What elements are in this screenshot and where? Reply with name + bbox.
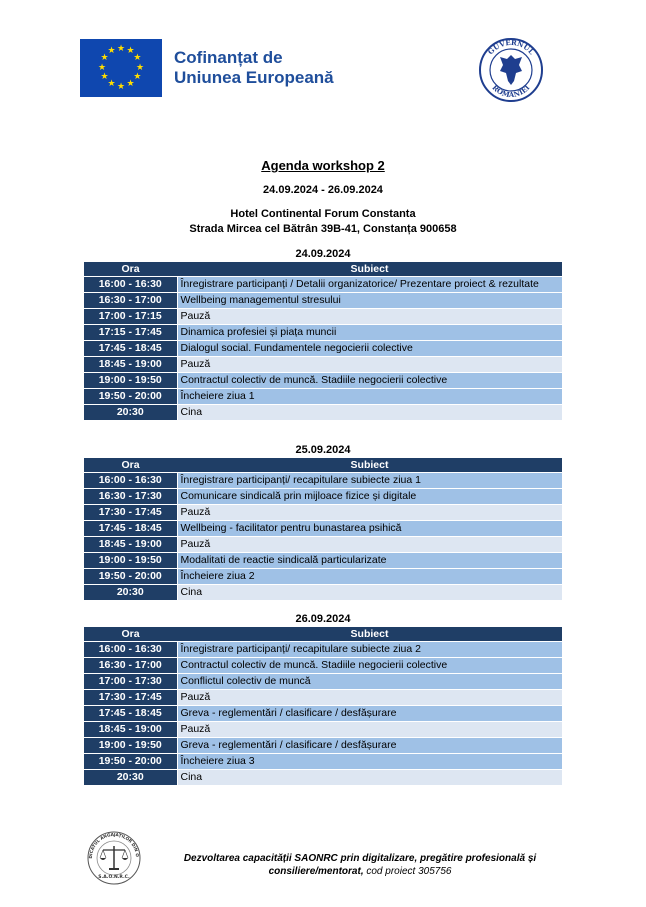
table-row [84,770,562,786]
table-row [84,690,562,706]
svg-text:GUVERNUL: GUVERNUL [485,37,537,57]
day-1-date: 24.09.2024 [295,248,351,260]
eu-star-icon: ★ [107,78,116,89]
table-row [84,674,562,690]
venue-address: Strada Mircea cel Bătrân 39B-41, Constanța 900658 [189,223,457,235]
row-subject: Dinamica profesiei și piața muncii [177,325,562,341]
eu-star-icon: ★ [107,46,116,57]
row-time: 16:30 - 17:30 [84,489,177,505]
row-subject: Comunicare sindicală prin mijloace fizice și digitale [177,489,562,505]
row-time: 20:30 [84,770,177,786]
eu-star-icon: ★ [116,81,126,92]
row-time: 18:45 - 19:00 [84,357,177,373]
row-subject: Greva - reglementări / clasificare / desfășurare [177,706,562,722]
row-time: 16:00 - 16:30 [84,642,177,658]
eu-star-icon: ★ [133,72,142,82]
day-3-date: 26.09.2024 [295,613,351,625]
row-subject: Cina [177,405,562,421]
row-time: 17:45 - 18:45 [84,706,177,722]
table-row [84,521,562,537]
eu-star-icon: ★ [100,72,109,82]
footer-logo-text: DICATUL ANGAJAȚILOR DIN O [87,831,141,859]
row-subject: Greva - reglementări / clasificare / desfășurare [177,738,562,754]
row-time: 17:45 - 18:45 [84,341,177,357]
eu-cofinancing-text [174,48,334,88]
column-header-time: Ora [84,458,177,473]
row-time: 16:00 - 16:30 [84,473,177,489]
row-subject: Pauză [177,722,562,738]
row-time: 16:30 - 17:00 [84,293,177,309]
row-time: 18:45 - 19:00 [84,537,177,553]
table-row [84,277,562,293]
table-row [84,722,562,738]
row-subject: Încheiere ziua 3 [177,754,562,770]
eu-star-icon: ★ [126,46,135,57]
row-time: 16:00 - 16:30 [84,277,177,293]
row-subject: Conflictul colectiv de muncă [177,674,562,690]
table-row [84,537,562,553]
row-subject: Încheiere ziua 2 [177,569,562,585]
row-subject: Înregistrare participanți/ recapitulare subiecte ziua 1 [177,473,562,489]
row-subject: Cina [177,585,562,601]
table-row [84,373,562,389]
column-header-time: Ora [84,262,177,277]
table-row [84,341,562,357]
row-subject: Pauză [177,690,562,706]
footer-project-text [150,852,570,878]
saonrc-scales-logo [86,830,142,886]
table-row [84,569,562,585]
row-subject: Contractul colectiv de muncă. Stadiile negocierii colective [177,373,562,389]
row-time: 17:15 - 17:45 [84,325,177,341]
table-row [84,293,562,309]
row-time: 19:50 - 20:00 [84,389,177,405]
row-time: 19:00 - 19:50 [84,373,177,389]
row-time: 18:45 - 19:00 [84,722,177,738]
agenda-table-day-2 [84,458,562,601]
day-2-date: 25.09.2024 [295,444,351,456]
table-row [84,389,562,405]
table-row [84,585,562,601]
row-subject: Wellbeing managementul stresului [177,293,562,309]
eu-cofinancing-logo [80,38,370,98]
table-row [84,357,562,373]
eu-star-icon: ★ [116,43,126,54]
table-row [84,325,562,341]
row-subject: Pauză [177,309,562,325]
eu-star-icon: ★ [133,53,142,63]
eu-star-icon: ★ [100,53,109,63]
row-subject: Contractul colectiv de muncă. Stadiile negocierii colective [177,658,562,674]
row-subject: Înregistrare participanți / Detalii organizatorice/ Prezentare proiect & rezultate [177,277,562,293]
row-time: 17:30 - 17:45 [84,690,177,706]
table-row [84,473,562,489]
column-header-subject: Subiect [177,458,562,473]
row-subject: Modalitati de reactie sindicală particularizate [177,553,562,569]
row-time: 19:50 - 20:00 [84,569,177,585]
row-time: 19:00 - 19:50 [84,553,177,569]
row-time: 20:30 [84,585,177,601]
row-time: 19:50 - 20:00 [84,754,177,770]
table-row [84,642,562,658]
column-header-subject: Subiect [177,627,562,642]
column-header-subject: Subiect [177,262,562,277]
agenda-title: Agenda workshop 2 [261,158,385,173]
table-row [84,489,562,505]
eu-star-icon: ★ [135,62,145,73]
eu-line-1: Cofinanțat de [174,48,283,67]
footer-logo-abbr: S.A.O.N.R.C. [98,875,130,880]
venue-name: Hotel Continental Forum Constanta [230,208,416,220]
row-subject: Pauză [177,357,562,373]
agenda-dates: 24.09.2024 - 26.09.2024 [263,184,383,196]
row-subject: Înregistrare participanți/ recapitulare subiecte ziua 2 [177,642,562,658]
row-subject: Pauză [177,537,562,553]
table-row [84,738,562,754]
row-subject: Încheiere ziua 1 [177,389,562,405]
row-subject: Dialogul social. Fundamentele negocierii colective [177,341,562,357]
row-time: 17:00 - 17:30 [84,674,177,690]
footer-project-title: Dezvoltarea capacității SAONRC prin digitalizare, pregătire profesională și consiliere/mentorat, [183,853,537,877]
eu-flag-icon [80,39,162,97]
table-row [84,658,562,674]
table-row [84,405,562,421]
row-subject: Cina [177,770,562,786]
eu-star-icon: ★ [97,62,107,73]
column-header-time: Ora [84,627,177,642]
venue-block [0,207,646,237]
table-row [84,706,562,722]
row-time: 17:45 - 18:45 [84,521,177,537]
guvernul-romaniei-seal [478,37,544,103]
row-time: 20:30 [84,405,177,421]
eu-line-2: Uniunea Europeană [174,68,334,87]
row-time: 17:00 - 17:15 [84,309,177,325]
eu-star-icon: ★ [126,78,135,89]
row-time: 16:30 - 17:00 [84,658,177,674]
agenda-table-day-1 [84,262,562,421]
table-row [84,553,562,569]
row-subject: Wellbeing - facilitator pentru bunastarea psihică [177,521,562,537]
row-subject: Pauză [177,505,562,521]
footer-project-code: cod proiect 305756 [363,866,452,877]
table-row [84,754,562,770]
agenda-table-day-3 [84,627,562,786]
row-time: 19:00 - 19:50 [84,738,177,754]
table-row [84,505,562,521]
row-time: 17:30 - 17:45 [84,505,177,521]
table-row [84,309,562,325]
svg-text:ROMÂNIEI: ROMÂNIEI [490,82,532,100]
